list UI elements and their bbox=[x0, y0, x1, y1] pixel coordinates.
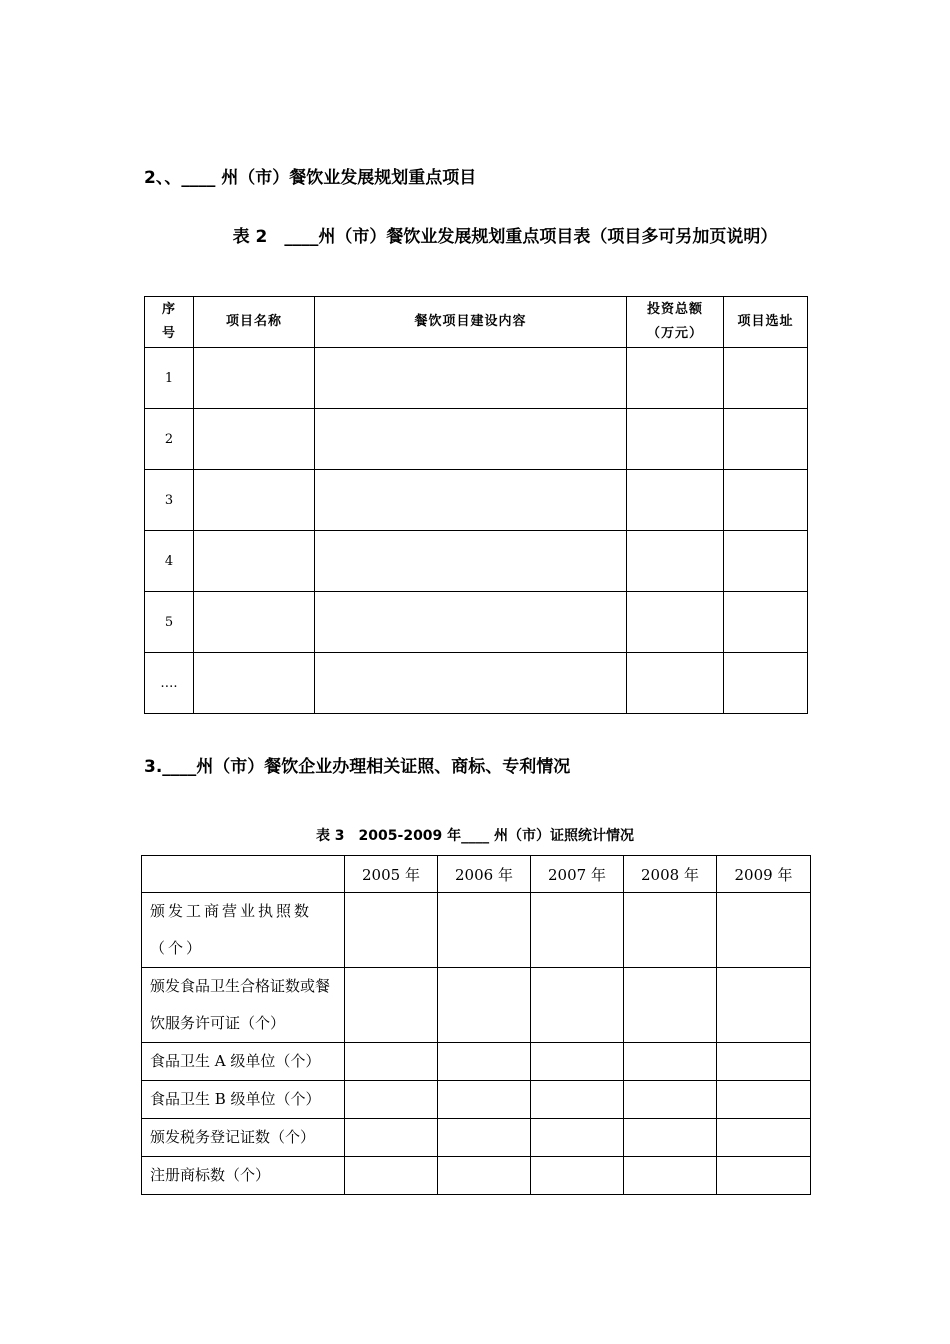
investment-cell[interactable] bbox=[627, 653, 724, 714]
table-header-row bbox=[145, 297, 808, 348]
value-cell[interactable] bbox=[624, 1081, 717, 1119]
value-cell[interactable] bbox=[717, 1157, 811, 1195]
table-row bbox=[145, 531, 808, 592]
table-3-caption: 表 3 2005-2009 年____ 州（市）证照统计情况 bbox=[315, 828, 635, 844]
table-row bbox=[145, 470, 808, 531]
header-project-name: 项目名称 bbox=[194, 297, 315, 348]
table-row bbox=[145, 653, 808, 714]
value-cell[interactable] bbox=[531, 1157, 624, 1195]
corner-cell bbox=[142, 856, 345, 893]
value-cell[interactable] bbox=[624, 1119, 717, 1157]
project-name-cell[interactable] bbox=[194, 592, 315, 653]
value-cell[interactable] bbox=[345, 1119, 438, 1157]
content-cell[interactable] bbox=[315, 348, 627, 409]
header-site: 项目选址 bbox=[724, 297, 808, 348]
header-investment: 投资总额（万元） bbox=[627, 297, 724, 348]
table-row bbox=[145, 592, 808, 653]
year-header-row bbox=[142, 856, 811, 893]
row-number: 1 bbox=[145, 348, 194, 409]
content-cell[interactable] bbox=[315, 653, 627, 714]
header-content: 餐饮项目建设内容 bbox=[315, 297, 627, 348]
table-row bbox=[145, 348, 808, 409]
table-row bbox=[142, 1043, 811, 1081]
site-cell[interactable] bbox=[724, 531, 808, 592]
content-cell[interactable] bbox=[315, 409, 627, 470]
header-seq: 序号 bbox=[145, 297, 194, 348]
project-name-cell[interactable] bbox=[194, 653, 315, 714]
table-row bbox=[142, 968, 811, 1043]
project-name-cell[interactable] bbox=[194, 348, 315, 409]
row-label: 注册商标数（个） bbox=[142, 1157, 345, 1195]
key-projects-table bbox=[144, 296, 808, 714]
value-cell[interactable] bbox=[438, 968, 531, 1043]
table-row bbox=[142, 1157, 811, 1195]
investment-cell[interactable] bbox=[627, 531, 724, 592]
year-header: 2005 年 bbox=[345, 856, 438, 893]
site-cell[interactable] bbox=[724, 592, 808, 653]
project-name-cell[interactable] bbox=[194, 409, 315, 470]
value-cell[interactable] bbox=[624, 1043, 717, 1081]
table-row bbox=[145, 409, 808, 470]
value-cell[interactable] bbox=[531, 1119, 624, 1157]
year-header: 2006 年 bbox=[438, 856, 531, 893]
value-cell[interactable] bbox=[438, 1157, 531, 1195]
table-2-caption: 表 2 ____州（市）餐饮业发展规划重点项目表（项目多可另加页说明） bbox=[232, 227, 778, 247]
value-cell[interactable] bbox=[438, 1081, 531, 1119]
section-3-heading: 3.____州（市）餐饮企业办理相关证照、商标、专利情况 bbox=[144, 757, 571, 777]
value-cell[interactable] bbox=[717, 968, 811, 1043]
value-cell[interactable] bbox=[345, 1043, 438, 1081]
site-cell[interactable] bbox=[724, 470, 808, 531]
row-label: 食品卫生 A 级单位（个） bbox=[142, 1043, 345, 1081]
license-stats-table bbox=[141, 855, 811, 1195]
row-number: 2 bbox=[145, 409, 194, 470]
value-cell[interactable] bbox=[624, 893, 717, 968]
content-cell[interactable] bbox=[315, 470, 627, 531]
value-cell[interactable] bbox=[717, 1081, 811, 1119]
year-header: 2009 年 bbox=[717, 856, 811, 893]
value-cell[interactable] bbox=[531, 968, 624, 1043]
investment-cell[interactable] bbox=[627, 409, 724, 470]
value-cell[interactable] bbox=[345, 968, 438, 1043]
value-cell[interactable] bbox=[438, 1119, 531, 1157]
project-name-cell[interactable] bbox=[194, 531, 315, 592]
row-number: …. bbox=[145, 653, 194, 714]
row-label: 颁发工商营业执照数（个） bbox=[142, 893, 345, 968]
content-cell[interactable] bbox=[315, 531, 627, 592]
site-cell[interactable] bbox=[724, 409, 808, 470]
value-cell[interactable] bbox=[438, 1043, 531, 1081]
value-cell[interactable] bbox=[717, 1119, 811, 1157]
value-cell[interactable] bbox=[624, 968, 717, 1043]
row-label: 颁发食品卫生合格证数或餐饮服务许可证（个） bbox=[142, 968, 345, 1043]
year-header: 2007 年 bbox=[531, 856, 624, 893]
content-cell[interactable] bbox=[315, 592, 627, 653]
site-cell[interactable] bbox=[724, 653, 808, 714]
row-number: 4 bbox=[145, 531, 194, 592]
year-header: 2008 年 bbox=[624, 856, 717, 893]
value-cell[interactable] bbox=[531, 1081, 624, 1119]
site-cell[interactable] bbox=[724, 348, 808, 409]
table-row bbox=[142, 893, 811, 968]
value-cell[interactable] bbox=[345, 1157, 438, 1195]
value-cell[interactable] bbox=[345, 1081, 438, 1119]
value-cell[interactable] bbox=[717, 1043, 811, 1081]
section-2-heading: 2、、____ 州（市）餐饮业发展规划重点项目 bbox=[144, 168, 477, 188]
value-cell[interactable] bbox=[624, 1157, 717, 1195]
investment-cell[interactable] bbox=[627, 592, 724, 653]
investment-cell[interactable] bbox=[627, 470, 724, 531]
value-cell[interactable] bbox=[717, 893, 811, 968]
value-cell[interactable] bbox=[438, 893, 531, 968]
row-number: 5 bbox=[145, 592, 194, 653]
table-row bbox=[142, 1119, 811, 1157]
row-label: 食品卫生 B 级单位（个） bbox=[142, 1081, 345, 1119]
value-cell[interactable] bbox=[531, 893, 624, 968]
row-label: 颁发税务登记证数（个） bbox=[142, 1119, 345, 1157]
row-number: 3 bbox=[145, 470, 194, 531]
value-cell[interactable] bbox=[345, 893, 438, 968]
value-cell[interactable] bbox=[531, 1043, 624, 1081]
table-row bbox=[142, 1081, 811, 1119]
project-name-cell[interactable] bbox=[194, 470, 315, 531]
investment-cell[interactable] bbox=[627, 348, 724, 409]
